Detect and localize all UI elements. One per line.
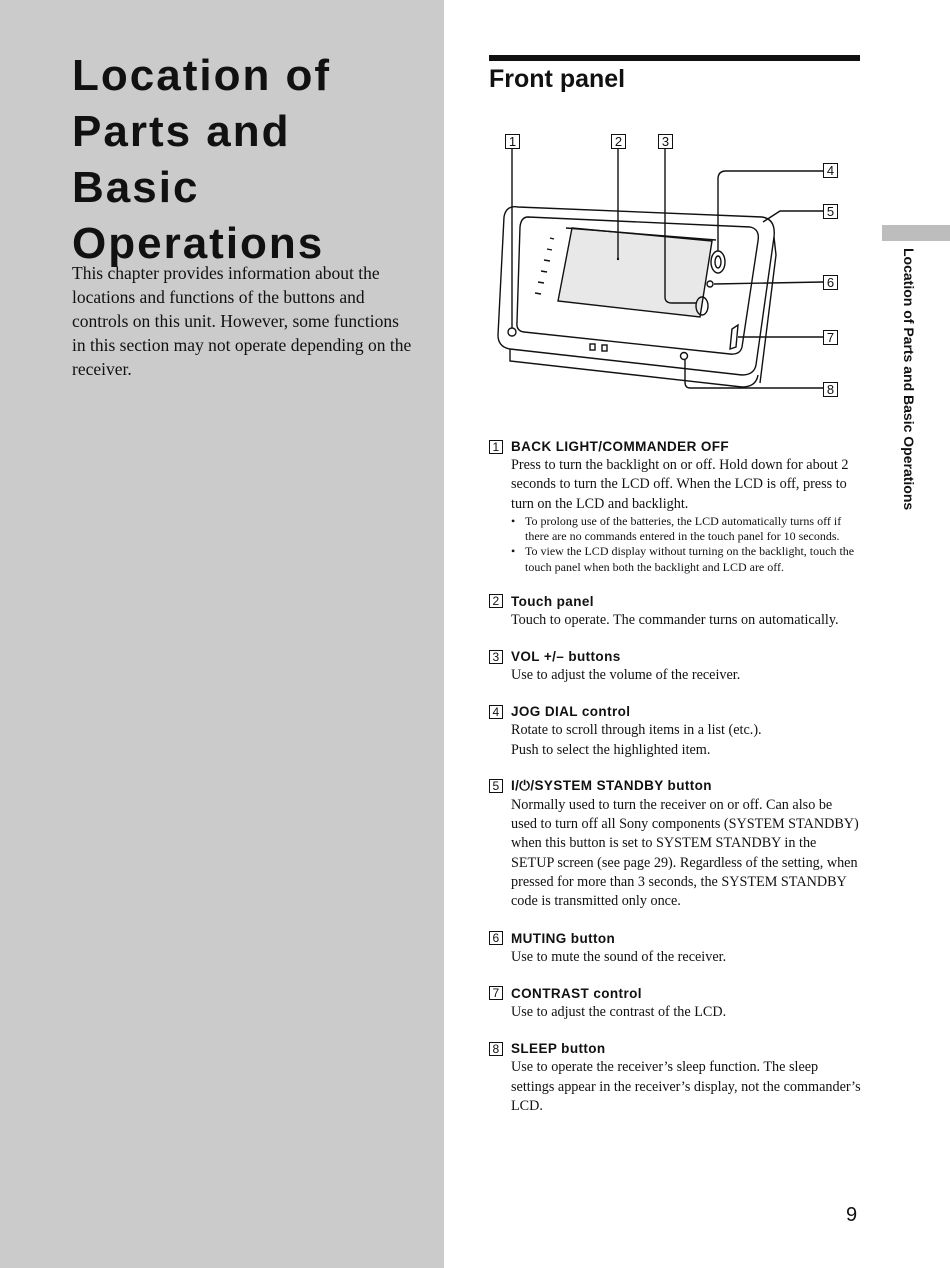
part-name: CONTRAST control: [511, 985, 642, 1001]
page-number: 9: [846, 1204, 858, 1226]
part-note: • To prolong use of the batteries, the LCD automatically turns off if there are no commands entered in the touch panel for 10 seconds.: [511, 514, 861, 544]
callout-6: 6: [823, 275, 838, 290]
parts-list: [489, 437, 861, 1133]
part-number: 3: [489, 650, 503, 664]
chapter-intro: This chapter provides information about the locations and functions of the buttons and controls on this unit. However, some functions in this section may not operate depending on the receiver.: [72, 263, 412, 379]
callout-4: 4: [823, 163, 838, 178]
callout-7: 7: [823, 330, 838, 345]
part-description: Press to turn the backlight on or off. Hold down for about 2 seconds to turn the LCD off. When the LCD is off, press to turn on the LCD and backlight.: [511, 457, 849, 512]
side-tab-label: Location of Parts and Basic Operations: [901, 248, 917, 511]
part-description: Rotate to scroll through items in a list (etc.). Push to select the highlighted item.: [511, 722, 762, 758]
part-notes: [511, 514, 861, 575]
callout-5: 5: [823, 204, 838, 219]
part-name: BACK LIGHT/COMMANDER OFF: [511, 439, 730, 454]
part-description: Use to adjust the contrast of the LCD.: [511, 1003, 727, 1020]
chapter-title: Location of Parts and Basic Operations: [72, 51, 332, 268]
callout-8: 8: [823, 382, 838, 397]
part-name: JOG DIAL control: [511, 704, 631, 720]
part-description: Use to mute the sound of the receiver.: [511, 948, 727, 965]
part-name: MUTING button: [511, 930, 616, 946]
part-item-muting: [489, 929, 861, 967]
part-number: 7: [489, 986, 503, 1000]
part-number: 2: [489, 594, 503, 608]
callout-2: 2: [611, 134, 626, 149]
part-item-sleep: [489, 1039, 861, 1116]
part-description: Use to operate the receiver’s sleep function. The sleep settings appear in the receiver’s display, not the commander’s LCD.: [511, 1059, 861, 1114]
part-item-back-light: [489, 437, 861, 575]
part-description: Use to adjust the volume of the receiver.: [511, 667, 741, 683]
callout-3: 3: [658, 134, 673, 149]
part-number: 8: [489, 1042, 503, 1056]
part-description: Normally used to turn the receiver on or off. Can also be used to turn off all Sony components (SYSTEM STANDBY) when this button is set to SYSTEM STANDBY in the SETUP screen (see page 29). Regardless of the setting, when pressed for more than 3 seconds, the SYSTEM STANDBY code is transmitted only once.: [511, 796, 859, 910]
part-name: VOL +/– buttons: [511, 649, 621, 664]
part-item-jog-dial: [489, 702, 861, 760]
part-number: 6: [489, 931, 503, 945]
part-number: 5: [489, 779, 503, 793]
device-illustration: [480, 125, 860, 405]
callout-1: 1: [505, 134, 520, 149]
part-item-touch-panel: [489, 592, 861, 630]
part-name: Touch panel: [511, 593, 594, 609]
chapter-sidebar: [0, 0, 444, 1268]
part-name: SLEEP button: [511, 1041, 606, 1057]
part-number: 4: [489, 705, 503, 719]
section-title: Front panel: [489, 65, 626, 93]
side-tab-bar: [882, 225, 950, 241]
part-item-contrast: [489, 984, 861, 1022]
part-name: I/⏻/SYSTEM STANDBY button: [511, 778, 712, 794]
part-note: • To view the LCD display without turning on the backlight, touch the touch panel when both the backlight and LCD are off.: [511, 544, 861, 574]
part-item-vol-buttons: [489, 647, 861, 685]
part-item-system-standby: [489, 777, 861, 912]
part-number: 1: [489, 440, 503, 454]
front-panel-diagram: [480, 125, 860, 405]
part-description: Touch to operate. The commander turns on automatically.: [511, 611, 839, 628]
section-rule: [489, 55, 860, 61]
